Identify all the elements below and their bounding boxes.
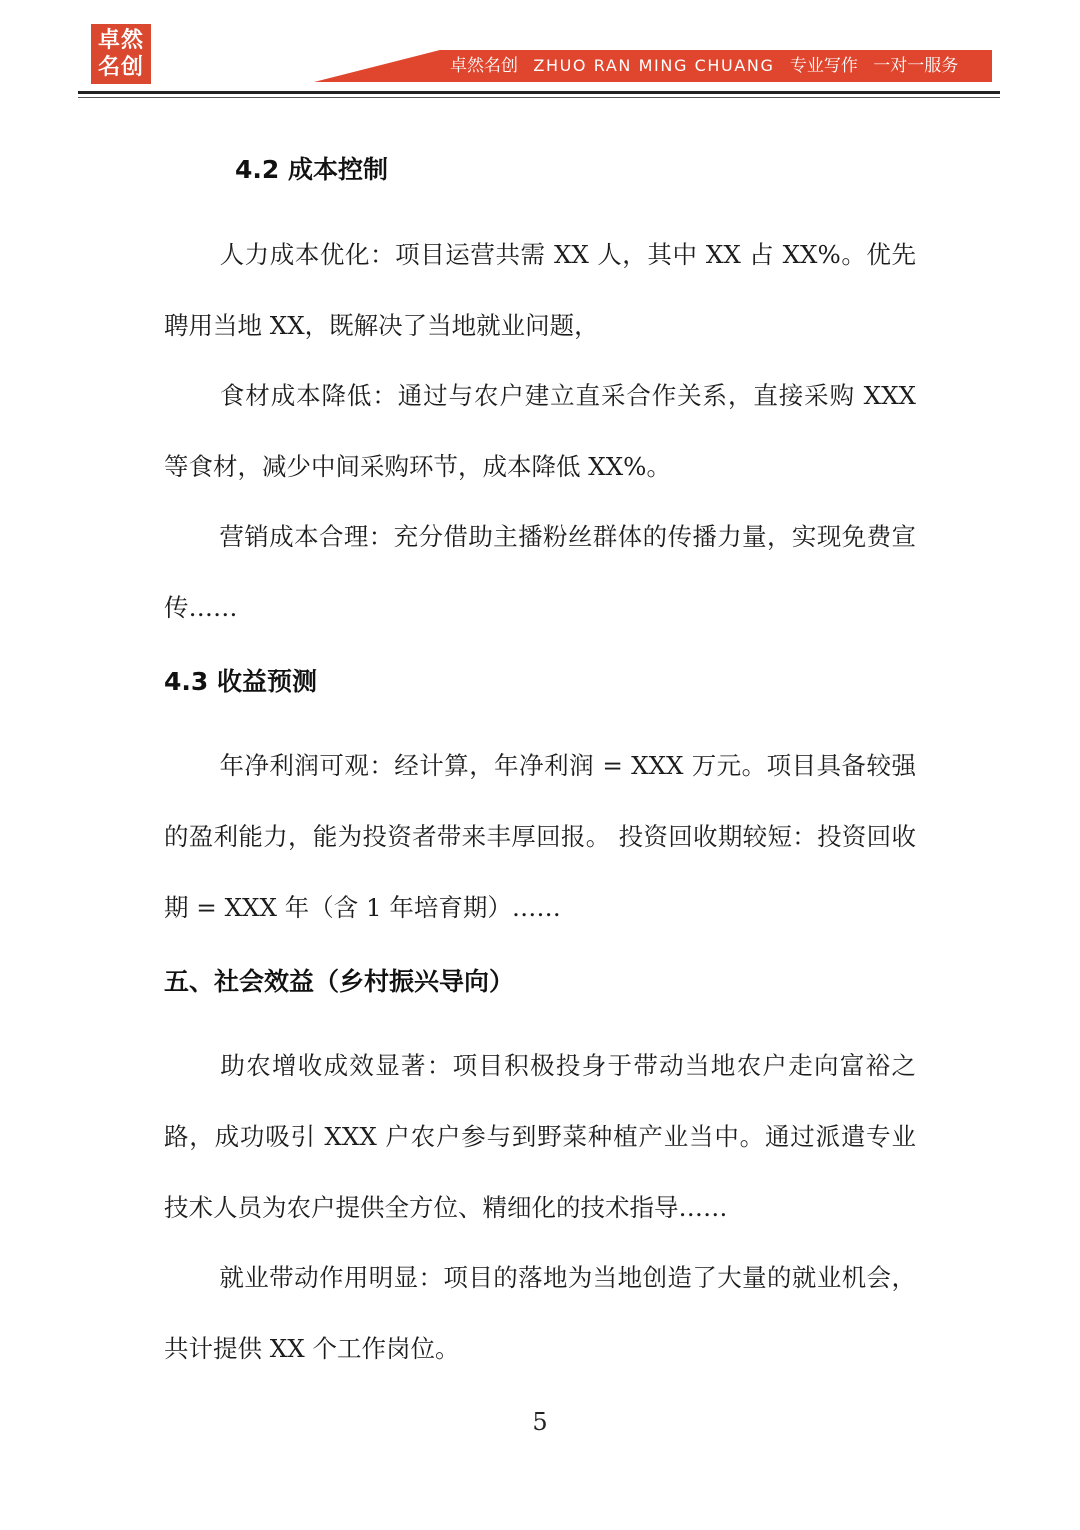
header-divider-thin	[78, 97, 1000, 98]
section-heading-5: 五、社会效益（乡村振兴导向）	[164, 967, 515, 996]
banner-brand-en: ZHUO RAN MING CHUANG	[533, 56, 775, 75]
paragraph-employment	[164, 1242, 916, 1384]
brand-logo	[91, 24, 151, 84]
paragraph-text: 助农增收成效显著：项目积极投身于带动当地农户走向富裕之路，成功吸引 XXX 户农户参与到野菜种植产业当中。通过派遣专业技术人员为农户提供全方位、精细化的技术指导……	[164, 1051, 916, 1222]
paragraph-farmer-income	[164, 1030, 916, 1243]
paragraph-labor-cost	[164, 219, 916, 361]
paragraph-text: 营销成本合理：充分借助主播粉丝群体的传播力量，实现免费宣传……	[164, 522, 916, 622]
logo-text-top: 卓然	[97, 28, 144, 53]
paragraph-text: 年净利润可观：经计算，年净利润 = XXX 万元。项目具备较强的盈利能力，能为投资者带来丰厚回报。 投资回收期较短：投资回收期 = XXX 年（含 1 年培育期）……	[164, 751, 916, 922]
banner-tail-decoration	[314, 50, 440, 82]
paragraph-text: 人力成本优化：项目运营共需 XX 人，其中 XX 占 XX%。优先聘用当地 XX，既解决了当地就业问题，	[164, 240, 916, 340]
banner-brand-cn: 卓然名创	[450, 56, 518, 76]
section-heading-4-2: 4.2 成本控制	[235, 155, 388, 184]
banner-tagline-2: 一对一服务	[873, 56, 959, 76]
paragraph-text: 就业带动作用明显：项目的落地为当地创造了大量的就业机会，共计提供 XX 个工作岗位。	[164, 1263, 916, 1363]
paragraph-profit-forecast	[164, 730, 916, 943]
paragraph-food-cost	[164, 360, 916, 502]
paragraph-marketing-cost	[164, 501, 916, 643]
logo-text-bottom: 名创	[97, 55, 144, 80]
paragraph-text: 食材成本降低：通过与农户建立直采合作关系，直接采购 XXX 等食材，减少中间采购环节，成本降低 XX%。	[164, 381, 916, 481]
section-heading-4-3: 4.3 收益预测	[164, 667, 317, 696]
header-divider-thick	[78, 91, 1000, 94]
banner-tagline-1: 专业写作	[789, 56, 858, 76]
page-number: 5	[532, 1408, 548, 1436]
header-banner	[440, 50, 992, 82]
